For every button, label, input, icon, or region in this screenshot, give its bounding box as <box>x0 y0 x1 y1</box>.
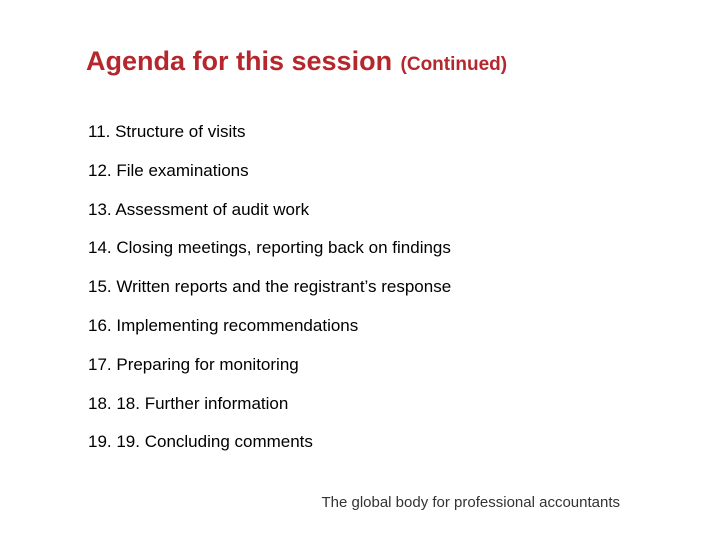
agenda-item: 18. 18. Further information <box>88 393 289 413</box>
title-suffix: (Continued) <box>400 54 508 75</box>
agenda-item: 13. Assessment of audit work <box>88 199 310 219</box>
agenda-item: 19. 19. Concluding comments <box>88 432 313 452</box>
title-main: Agenda for this session <box>86 46 393 76</box>
footer-tagline: The global body for professional accountants <box>321 494 620 511</box>
slide-title <box>86 48 507 75</box>
agenda-item: 15. Written reports and the registrant’s response <box>88 277 452 297</box>
agenda-item: 16. Implementing recommendations <box>88 315 359 335</box>
agenda-item: 14. Closing meetings, reporting back on findings <box>88 238 451 258</box>
agenda-list <box>88 122 451 471</box>
agenda-item: 12. File examinations <box>88 160 249 180</box>
agenda-item: 11. Structure of visits <box>88 122 246 141</box>
agenda-item: 17. Preparing for monitoring <box>88 354 299 374</box>
